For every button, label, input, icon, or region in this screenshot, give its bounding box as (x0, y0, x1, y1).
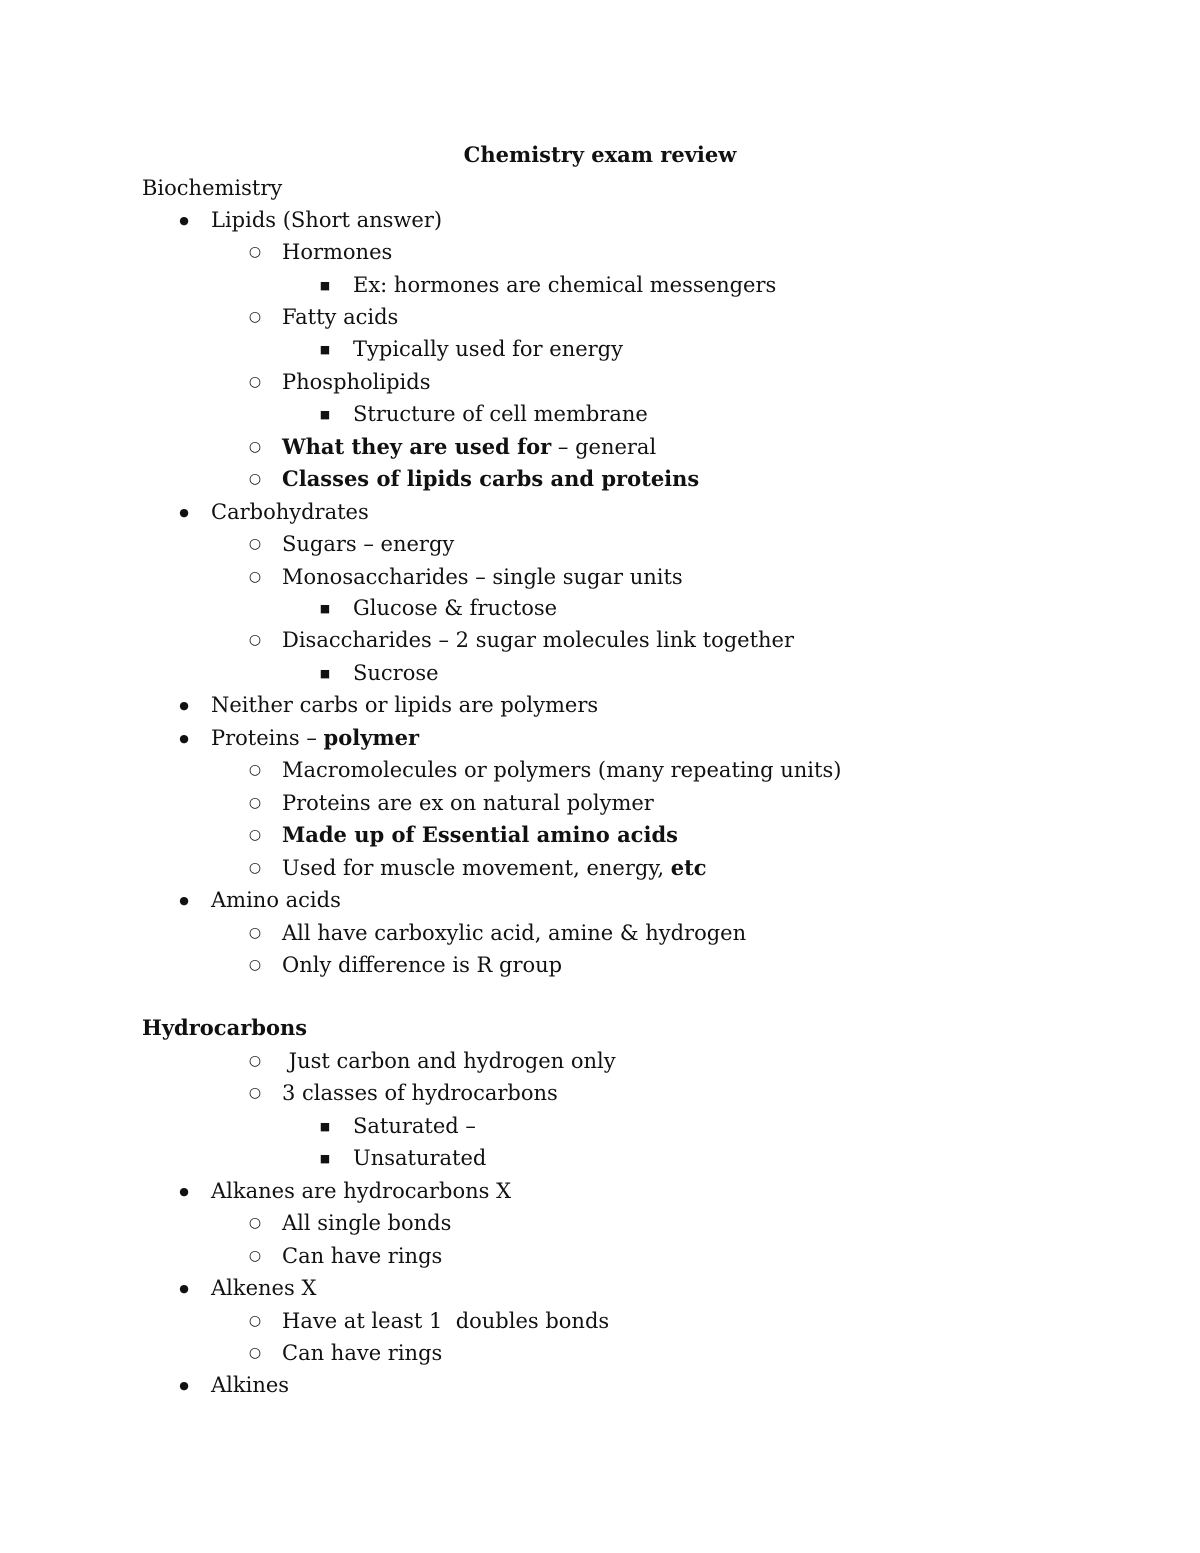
bullet-circle-icon (246, 528, 264, 560)
list-item-text: Sugars – energy (282, 532, 455, 556)
bullet-square-icon (316, 1142, 334, 1175)
bullet-disc-icon (175, 689, 193, 722)
bullet-disc-icon (175, 1272, 193, 1305)
bullet-circle-icon (246, 852, 264, 884)
bullet-circle-icon (246, 366, 264, 398)
bullet-circle-icon (246, 624, 264, 656)
bullet-circle-icon (246, 1207, 264, 1239)
list-item-text: Fatty acids (282, 305, 399, 329)
list-item-text: Ex: hormones are chemical messengers (353, 273, 777, 297)
bullet-circle-icon (246, 819, 264, 851)
bullet-disc-icon (175, 1175, 193, 1208)
list-item-text (282, 431, 656, 463)
bullet-circle-icon (246, 1077, 264, 1109)
bullet-circle-icon (246, 1337, 264, 1369)
list-item-plain-text: Proteins – (211, 726, 324, 750)
list-item-text: Only difference is R group (282, 953, 563, 977)
list-item-text: Alkanes are hydrocarbons X (211, 1179, 512, 1203)
bullet-disc-icon (175, 722, 193, 755)
list-item-bold-text: What they are used for (282, 434, 552, 459)
bullet-circle-icon (246, 1305, 264, 1337)
list-item-text: Have at least 1 doubles bonds (282, 1309, 610, 1333)
bullet-square-icon (316, 333, 334, 366)
bullet-disc-icon (175, 496, 193, 529)
list-item-text: Lipids (Short answer) (211, 208, 443, 232)
section-heading-biochemistry: Biochemistry (142, 176, 283, 200)
bullet-circle-icon (246, 917, 264, 949)
list-item-bold-text: Made up of Essential amino acids (282, 822, 678, 847)
bullet-circle-icon (246, 949, 264, 981)
list-item-text (211, 722, 419, 754)
section-heading-hydrocarbons: Hydrocarbons (142, 1015, 308, 1040)
bullet-disc-icon (175, 1369, 193, 1402)
bullet-disc-icon (175, 204, 193, 237)
list-item-text: Unsaturated (353, 1146, 487, 1170)
bullet-square-icon (316, 398, 334, 431)
bullet-circle-icon (246, 561, 264, 593)
list-item-rest-text: – general (551, 435, 657, 459)
list-item-text: Can have rings (282, 1244, 443, 1268)
document-title: Chemistry exam review (463, 142, 737, 167)
bullet-circle-icon (246, 301, 264, 333)
list-item-text: Typically used for energy (353, 337, 623, 361)
bullet-circle-icon (246, 463, 264, 495)
list-item-bold-text: Classes of lipids carbs and proteins (282, 466, 700, 491)
bullet-circle-icon (246, 1240, 264, 1272)
list-item-text: Just carbon and hydrogen only (282, 1049, 616, 1073)
list-item-text: Monosaccharides – single sugar units (282, 565, 683, 589)
list-item-text: 3 classes of hydrocarbons (282, 1081, 558, 1105)
list-item-text: Sucrose (353, 661, 439, 685)
list-item-plain-text: Used for muscle movement, energy, (282, 856, 671, 880)
list-item-bold-text: polymer (323, 725, 420, 750)
list-item-text: Hormones (282, 240, 393, 264)
bullet-disc-icon (175, 884, 193, 917)
list-item-text: Proteins are ex on natural polymer (282, 791, 654, 815)
list-item-text: Carbohydrates (211, 500, 369, 524)
list-item-text: Phospholipids (282, 370, 431, 394)
bullet-square-icon (316, 657, 334, 690)
list-item-text: All have carboxylic acid, amine & hydrogen (282, 921, 747, 945)
list-item-text: Macromolecules or polymers (many repeating units) (282, 758, 842, 782)
bullet-square-icon (316, 1110, 334, 1143)
bullet-circle-icon (246, 431, 264, 463)
list-item-text: Structure of cell membrane (353, 402, 648, 426)
list-item-text: All single bonds (282, 1211, 452, 1235)
bullet-circle-icon (246, 787, 264, 819)
bullet-circle-icon (246, 754, 264, 786)
list-item-bold-text: etc (670, 855, 707, 880)
list-item-text (282, 852, 707, 884)
list-item-text: Can have rings (282, 1341, 443, 1365)
list-item-text: Glucose & fructose (353, 596, 558, 620)
list-item-text: Neither carbs or lipids are polymers (211, 693, 599, 717)
bullet-square-icon (316, 269, 334, 302)
list-item-text: Amino acids (211, 888, 341, 912)
bullet-square-icon (316, 592, 334, 625)
bullet-circle-icon (246, 1045, 264, 1077)
list-item-text: Disaccharides – 2 sugar molecules link together (282, 628, 795, 652)
bullet-circle-icon (246, 236, 264, 268)
list-item-text: Alkenes X (211, 1276, 317, 1300)
list-item-text: Saturated – (353, 1114, 476, 1138)
list-item-text: Alkines (211, 1373, 290, 1397)
